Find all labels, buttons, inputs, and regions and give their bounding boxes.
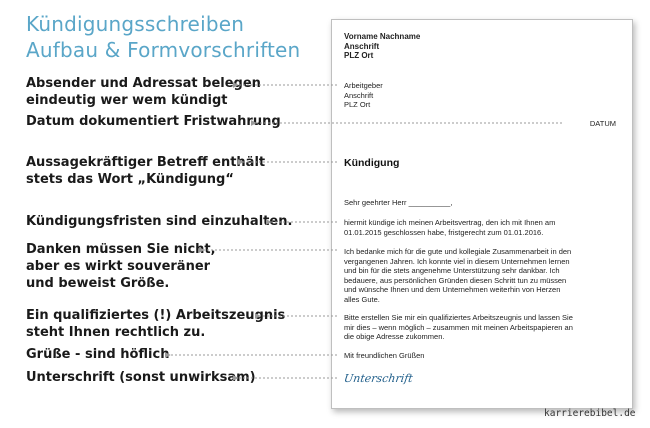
annotation-line: stets das Wort „Kündigung“ — [26, 172, 234, 187]
annotation-line: und beweist Größe. — [26, 276, 170, 291]
sender-line: Vorname Nachname — [344, 32, 421, 41]
annotation-line: Grüße - sind höflich — [26, 347, 170, 362]
paragraph-line: Bitte erstellen Sie mir ein qualifiziertes Arbeitszeugnis und lassen Sie — [344, 313, 573, 322]
paragraph-line: und wünsche Ihnen und dem Unternehmen weiterhin von Herzen — [344, 285, 561, 295]
annotation-line: Danken müssen Sie nicht, — [26, 242, 216, 257]
paragraph-line: alles Gute. — [344, 294, 380, 304]
paragraph-line: 01.01.2015 geschlossen habe, fristgerecht zum 01.01.2016. — [344, 227, 544, 237]
annotation-line: eindeutig wer wem kündigt — [26, 93, 228, 108]
annotation-line: Kündigungsfristen sind einzuhalten. — [26, 214, 293, 229]
sender-line: Anschrift — [344, 41, 380, 51]
paragraph-line: bedauere, aus persönlichen Gründen diesen Schritt tun zu müssen — [344, 275, 567, 285]
paragraph-line: Ich bedanke mich für die gute und kollegiale Zusammenarbeit in den — [344, 247, 572, 256]
paragraph-line: hiermit kündige ich meinen Arbeitsvertrag, den ich mit Ihnen am — [344, 218, 556, 227]
letter-greeting: Sehr geehrter Herr __________, — [344, 198, 453, 207]
annotation-line: Aussagekräftiger Betreff enthält — [26, 155, 266, 170]
paragraph-line: mir dies – wenn möglich – zusammen mit meinen Arbeitspapieren an — [344, 322, 573, 332]
annotation-line: steht Ihnen rechtlich zu. — [26, 325, 206, 340]
recipient-line: Anschrift — [344, 90, 374, 100]
source-credit: karrierebibel.de — [544, 408, 636, 419]
letter-subject: Kündigung — [344, 157, 400, 169]
paragraph-line: und bin für die stets angenehme Unterstützung sehr dankbar. Ich — [344, 266, 560, 276]
letter-signature: Unterschrift — [343, 372, 414, 385]
paragraph-line: die obige Adresse zukommen. — [344, 332, 445, 342]
letter-closing: Mit freundlichen Grüßen — [344, 351, 425, 360]
paragraph-line: vergangenen Jahren. Ich konnte viel in diesem Unternehmen lernen — [344, 256, 570, 266]
sender-line: PLZ Ort — [344, 51, 374, 61]
recipient-line: Arbeitgeber — [344, 81, 383, 90]
title-line-1: Kündigungsschreiben — [26, 12, 245, 36]
annotation-line: Unterschrift (sonst unwirksam) — [26, 370, 256, 385]
letter-date: DATUM — [589, 119, 616, 128]
recipient-line: PLZ Ort — [344, 100, 371, 110]
annotation-line: Ein qualifiziertes (!) Arbeitszeugnis — [26, 308, 286, 323]
annotation-line: Absender und Adressat belegen — [26, 76, 261, 91]
annotation-line: Datum dokumentiert Fristwahrung — [26, 114, 281, 129]
annotation-line: aber es wirkt souveräner — [26, 259, 211, 274]
title-line-2: Aufbau & Formvorschriften — [26, 38, 301, 62]
